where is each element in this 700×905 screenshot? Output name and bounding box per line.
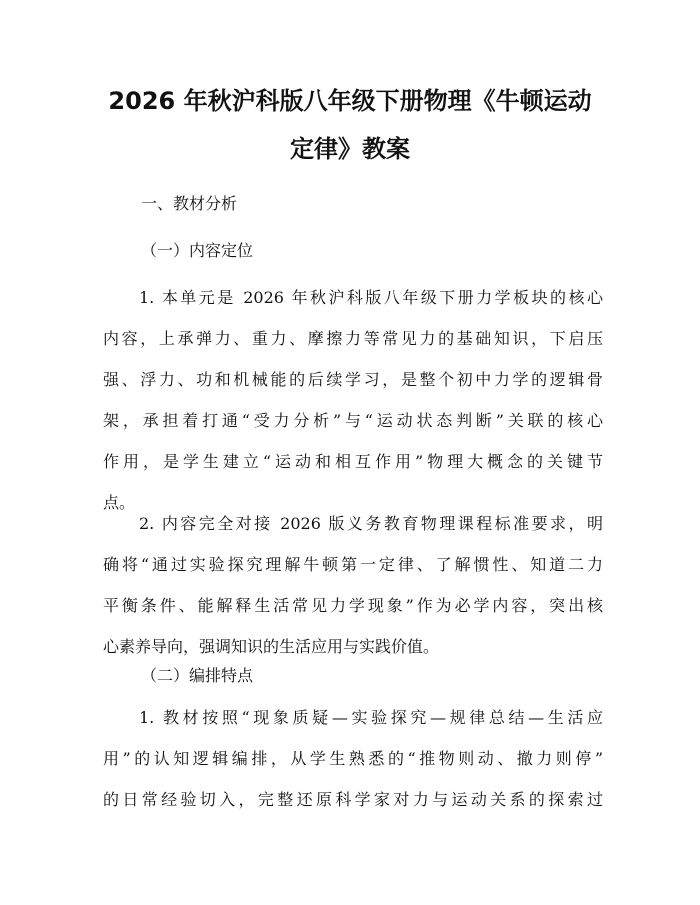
paragraph-1	[103, 277, 603, 523]
paragraph-3	[103, 697, 603, 820]
document-title-line-1: 2026 年秋沪科版八年级下册物理《牛顿运动	[108, 87, 592, 115]
paragraph-line: 1. 教材按照“现象质疑—实验探究—规律总结—生活应	[139, 708, 603, 727]
paragraph-line: 用”的认知逻辑编排，从学生熟悉的“推物则动、撤力则停”	[103, 749, 603, 768]
paragraph-line: 内容，上承弹力、重力、摩擦力等常见力的基础知识，下启压	[103, 329, 603, 348]
paragraph-line: 点。	[103, 493, 136, 512]
subsection-heading-content-positioning: （一）内容定位	[141, 241, 254, 260]
section-heading-textbook-analysis: 一、教材分析	[141, 194, 238, 213]
paragraph-line: 强、浮力、功和机械能的后续学习，是整个初中力学的逻辑骨	[103, 370, 603, 389]
paragraph-line: 平衡条件、能解释生活常见力学现象”作为必学内容，突出核	[103, 596, 603, 615]
document-title-line-2: 定律》教案	[290, 135, 410, 163]
paragraph-line: 架，承担着打通“受力分析”与“运动状态判断”关联的核心	[103, 411, 603, 430]
subsection-heading-arrangement-features: （二）编排特点	[141, 666, 254, 685]
paragraph-line: 作用，是学生建立“运动和相互作用”物理大概念的关键节	[103, 452, 603, 471]
paragraph-line: 1. 本单元是 2026 年秋沪科版八年级下册力学板块的核心	[139, 288, 603, 307]
paragraph-line: 的日常经验切入，完整还原科学家对力与运动关系的探索过	[103, 790, 603, 809]
paragraph-line: 心素养导向，强调知识的生活应用与实践价值。	[103, 637, 440, 656]
paragraph-line: 2. 内容完全对接 2026 版义务教育物理课程标准要求，明	[139, 514, 603, 533]
paragraph-line: 确将“通过实验探究理解牛顿第一定律、了解惯性、知道二力	[103, 555, 603, 574]
paragraph-2	[103, 503, 603, 667]
